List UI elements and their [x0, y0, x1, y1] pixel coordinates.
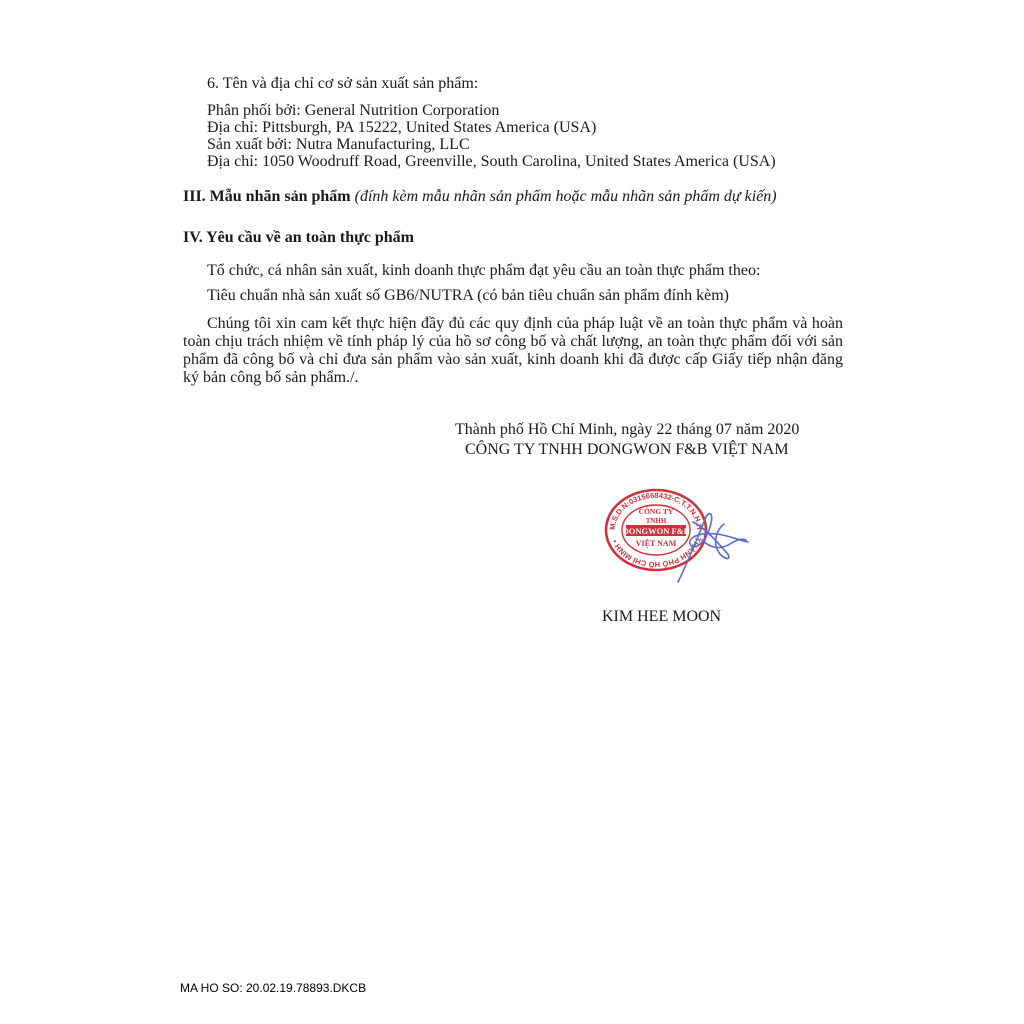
section-4-line-2: Tiêu chuẩn nhà sản xuất số GB6/NUTRA (có bản tiêu chuẩn sản phẩm đính kèm)	[207, 287, 729, 304]
seal-line-1: CÔNG TY	[638, 507, 674, 516]
section-3	[183, 188, 777, 206]
document-code: MA HO SO: 20.02.19.78893.DKCB	[180, 981, 367, 995]
place-date: Thành phố Hồ Chí Minh, ngày 22 tháng 07 năm 2020	[455, 421, 800, 438]
section-6-title: 6. Tên và địa chỉ cơ sở sản xuất sản phẩm:	[207, 75, 479, 92]
seal-ring-textpath: M.S.D.N:0315668432-C.T.T.N.H.H • THÀNH PHỐ HỒ CHÍ MINH •	[607, 490, 705, 570]
manufacturer-address: Địa chỉ: 1050 Woodruff Road, Greenville, South Carolina, United States America (USA)	[207, 153, 776, 170]
distributor-address: Địa chỉ: Pittsburgh, PA 15222, United States America (USA)	[207, 119, 597, 136]
commitment-paragraph: Chúng tôi xin cam kết thực hiện đầy đủ các quy định của pháp luật về an toàn thực phẩm và hoàn toàn chịu trách nhiệm về tính pháp lý của hồ sơ công bố và chất lượng, an toàn thực phẩm đối với sản phẩm đã công bố và chỉ đưa sản phẩm vào sản xuất, kinh doanh khi đã được cấp Giấy tiếp nhận đăng ký bản công bố sản phẩm./.	[183, 315, 843, 386]
seal-svg	[598, 482, 758, 592]
section-4-heading: IV. Yêu cầu về an toàn thực phẩm	[183, 229, 414, 246]
seal-line-3: DONGWON F&B	[622, 526, 690, 536]
seal-line-2: TNHH	[645, 517, 667, 525]
section-4-line-1: Tổ chức, cá nhân sản xuất, kinh doanh thực phẩm đạt yêu cầu an toàn thực phẩm theo:	[207, 262, 761, 279]
distributor-line: Phân phối bởi: General Nutrition Corporation	[207, 102, 500, 119]
company-seal-and-signature	[598, 482, 758, 592]
section-3-heading: III. Mẫu nhãn sản phẩm	[183, 188, 351, 205]
section-3-note: (đính kèm mẫu nhãn sản phẩm hoặc mẫu nhãn sản phẩm dự kiến)	[354, 188, 777, 205]
seal-line-4: VIỆT NAM	[635, 539, 677, 548]
company-name: CÔNG TY TNHH DONGWON F&B VIỆT NAM	[465, 441, 789, 458]
manufacturer-line: Sản xuất bởi: Nutra Manufacturing, LLC	[207, 136, 470, 153]
signer-name: KIM HEE MOON	[602, 608, 722, 625]
company-seal	[606, 490, 706, 570]
